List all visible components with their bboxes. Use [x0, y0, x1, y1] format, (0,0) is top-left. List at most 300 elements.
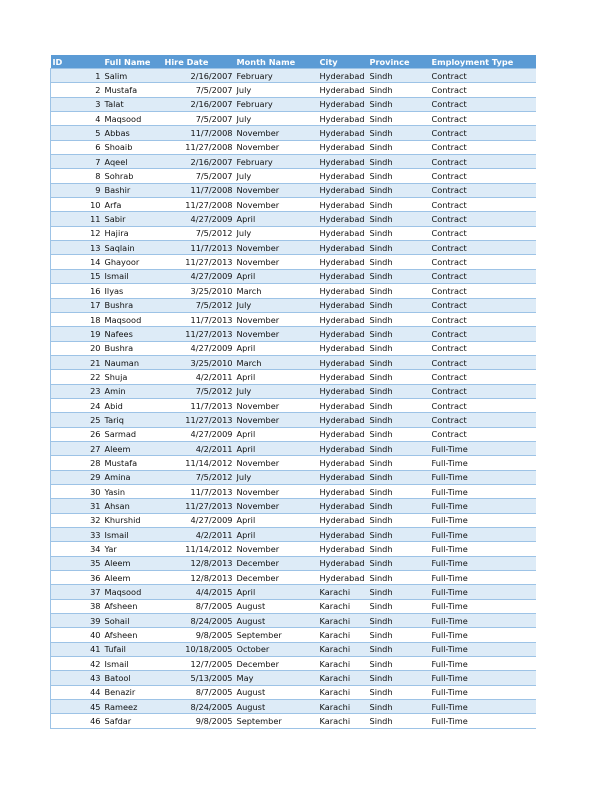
- cell-full-name: Sarmad: [103, 427, 163, 441]
- cell-province: Sindh: [368, 413, 430, 427]
- cell-full-name: Aleem: [103, 441, 163, 455]
- table-row: [51, 398, 536, 412]
- cell-hire-date: 7/5/2007: [163, 169, 235, 183]
- header-province: Province: [368, 55, 430, 69]
- cell-id: 10: [51, 198, 103, 212]
- cell-id: 42: [51, 657, 103, 671]
- cell-hire-date: 8/24/2005: [163, 614, 235, 628]
- cell-employment-type: Contract: [430, 212, 536, 226]
- cell-hire-date: 11/27/2008: [163, 140, 235, 154]
- cell-id: 18: [51, 312, 103, 326]
- cell-full-name: Saqlain: [103, 241, 163, 255]
- cell-city: Hyderabad: [318, 384, 368, 398]
- cell-city: Hyderabad: [318, 269, 368, 283]
- cell-province: Sindh: [368, 126, 430, 140]
- cell-month-name: April: [235, 269, 318, 283]
- cell-id: 28: [51, 456, 103, 470]
- cell-month-name: July: [235, 226, 318, 240]
- cell-hire-date: 7/5/2012: [163, 470, 235, 484]
- cell-employment-type: Contract: [430, 269, 536, 283]
- cell-hire-date: 4/27/2009: [163, 341, 235, 355]
- cell-city: Karachi: [318, 657, 368, 671]
- cell-full-name: Rameez: [103, 700, 163, 714]
- cell-province: Sindh: [368, 370, 430, 384]
- cell-employment-type: Contract: [430, 413, 536, 427]
- cell-employment-type: Contract: [430, 398, 536, 412]
- cell-province: Sindh: [368, 69, 430, 83]
- cell-month-name: July: [235, 384, 318, 398]
- cell-full-name: Abid: [103, 398, 163, 412]
- cell-hire-date: 7/5/2012: [163, 298, 235, 312]
- table-row: [51, 427, 536, 441]
- cell-id: 30: [51, 484, 103, 498]
- table-row: [51, 370, 536, 384]
- cell-employment-type: Contract: [430, 341, 536, 355]
- cell-city: Karachi: [318, 585, 368, 599]
- cell-id: 41: [51, 642, 103, 656]
- table-row: [51, 441, 536, 455]
- cell-city: Hyderabad: [318, 398, 368, 412]
- cell-hire-date: 11/7/2013: [163, 312, 235, 326]
- cell-full-name: Bashir: [103, 183, 163, 197]
- cell-city: Hyderabad: [318, 226, 368, 240]
- cell-employment-type: Contract: [430, 384, 536, 398]
- table-row: [51, 513, 536, 527]
- cell-month-name: February: [235, 155, 318, 169]
- cell-month-name: July: [235, 298, 318, 312]
- cell-full-name: Aqeel: [103, 155, 163, 169]
- cell-hire-date: 4/27/2009: [163, 427, 235, 441]
- cell-full-name: Salim: [103, 69, 163, 83]
- table-row: [51, 657, 536, 671]
- cell-id: 39: [51, 614, 103, 628]
- table-body: [51, 69, 536, 729]
- cell-province: Sindh: [368, 714, 430, 728]
- cell-province: Sindh: [368, 384, 430, 398]
- cell-hire-date: 5/13/2005: [163, 671, 235, 685]
- cell-full-name: Tariq: [103, 413, 163, 427]
- cell-month-name: November: [235, 312, 318, 326]
- cell-province: Sindh: [368, 499, 430, 513]
- cell-month-name: November: [235, 484, 318, 498]
- cell-full-name: Bushra: [103, 298, 163, 312]
- table-row: [51, 241, 536, 255]
- header-full-name: Full Name: [103, 55, 163, 69]
- cell-hire-date: 3/25/2010: [163, 284, 235, 298]
- cell-employment-type: Contract: [430, 226, 536, 240]
- cell-month-name: October: [235, 642, 318, 656]
- table-row: [51, 528, 536, 542]
- cell-employment-type: Full-Time: [430, 499, 536, 513]
- cell-full-name: Aleem: [103, 556, 163, 570]
- cell-province: Sindh: [368, 556, 430, 570]
- cell-id: 31: [51, 499, 103, 513]
- cell-province: Sindh: [368, 642, 430, 656]
- cell-province: Sindh: [368, 155, 430, 169]
- cell-full-name: Yar: [103, 542, 163, 556]
- cell-hire-date: 11/14/2012: [163, 542, 235, 556]
- cell-employment-type: Contract: [430, 169, 536, 183]
- cell-city: Hyderabad: [318, 112, 368, 126]
- cell-full-name: Ahsan: [103, 499, 163, 513]
- cell-id: 38: [51, 599, 103, 613]
- cell-employment-type: Contract: [430, 355, 536, 369]
- cell-province: Sindh: [368, 427, 430, 441]
- cell-hire-date: 7/5/2007: [163, 83, 235, 97]
- cell-province: Sindh: [368, 212, 430, 226]
- cell-month-name: February: [235, 69, 318, 83]
- cell-employment-type: Full-Time: [430, 642, 536, 656]
- table-row: [51, 413, 536, 427]
- cell-month-name: August: [235, 614, 318, 628]
- cell-city: Hyderabad: [318, 370, 368, 384]
- cell-full-name: Ismail: [103, 269, 163, 283]
- table-row: [51, 327, 536, 341]
- cell-city: Hyderabad: [318, 542, 368, 556]
- cell-full-name: Sohail: [103, 614, 163, 628]
- cell-employment-type: Contract: [430, 312, 536, 326]
- cell-month-name: July: [235, 83, 318, 97]
- table-row: [51, 599, 536, 613]
- cell-city: Hyderabad: [318, 427, 368, 441]
- cell-employment-type: Contract: [430, 198, 536, 212]
- cell-id: 23: [51, 384, 103, 398]
- cell-city: Hyderabad: [318, 456, 368, 470]
- cell-id: 4: [51, 112, 103, 126]
- cell-month-name: November: [235, 140, 318, 154]
- table-row: [51, 183, 536, 197]
- cell-id: 22: [51, 370, 103, 384]
- table-row: [51, 484, 536, 498]
- cell-month-name: February: [235, 97, 318, 111]
- cell-month-name: November: [235, 456, 318, 470]
- cell-full-name: Arfa: [103, 198, 163, 212]
- cell-month-name: April: [235, 585, 318, 599]
- cell-province: Sindh: [368, 441, 430, 455]
- cell-employment-type: Contract: [430, 155, 536, 169]
- cell-city: Karachi: [318, 685, 368, 699]
- cell-province: Sindh: [368, 312, 430, 326]
- cell-city: Hyderabad: [318, 513, 368, 527]
- cell-hire-date: 11/7/2013: [163, 398, 235, 412]
- cell-province: Sindh: [368, 269, 430, 283]
- cell-month-name: August: [235, 700, 318, 714]
- cell-full-name: Talat: [103, 97, 163, 111]
- cell-hire-date: 7/5/2007: [163, 112, 235, 126]
- cell-hire-date: 4/27/2009: [163, 513, 235, 527]
- cell-province: Sindh: [368, 628, 430, 642]
- cell-full-name: Maqsood: [103, 312, 163, 326]
- cell-province: Sindh: [368, 700, 430, 714]
- cell-month-name: November: [235, 398, 318, 412]
- header-employment-type: Employment Type: [430, 55, 536, 69]
- cell-province: Sindh: [368, 341, 430, 355]
- cell-id: 7: [51, 155, 103, 169]
- cell-city: Hyderabad: [318, 298, 368, 312]
- table-row: [51, 298, 536, 312]
- cell-employment-type: Contract: [430, 97, 536, 111]
- cell-full-name: Nafees: [103, 327, 163, 341]
- table-row: [51, 169, 536, 183]
- cell-id: 15: [51, 269, 103, 283]
- cell-employment-type: Full-Time: [430, 470, 536, 484]
- cell-hire-date: 8/7/2005: [163, 685, 235, 699]
- table-row: [51, 585, 536, 599]
- cell-full-name: Shoaib: [103, 140, 163, 154]
- table-row: [51, 155, 536, 169]
- cell-id: 44: [51, 685, 103, 699]
- table-row: [51, 700, 536, 714]
- table-row: [51, 384, 536, 398]
- cell-full-name: Sabir: [103, 212, 163, 226]
- table-row: [51, 556, 536, 570]
- cell-city: Hyderabad: [318, 341, 368, 355]
- cell-employment-type: Full-Time: [430, 628, 536, 642]
- cell-full-name: Ghayoor: [103, 255, 163, 269]
- cell-employment-type: Full-Time: [430, 484, 536, 498]
- cell-month-name: September: [235, 714, 318, 728]
- cell-city: Hyderabad: [318, 241, 368, 255]
- cell-city: Hyderabad: [318, 413, 368, 427]
- cell-hire-date: 7/5/2012: [163, 384, 235, 398]
- cell-month-name: March: [235, 355, 318, 369]
- cell-employment-type: Full-Time: [430, 585, 536, 599]
- cell-month-name: July: [235, 470, 318, 484]
- header-hire-date: Hire Date: [163, 55, 235, 69]
- cell-city: Hyderabad: [318, 571, 368, 585]
- cell-id: 8: [51, 169, 103, 183]
- cell-city: Hyderabad: [318, 140, 368, 154]
- cell-city: Hyderabad: [318, 155, 368, 169]
- cell-hire-date: 11/27/2013: [163, 255, 235, 269]
- header-month-name: Month Name: [235, 55, 318, 69]
- table-row: [51, 83, 536, 97]
- cell-id: 29: [51, 470, 103, 484]
- cell-city: Karachi: [318, 614, 368, 628]
- cell-province: Sindh: [368, 183, 430, 197]
- cell-month-name: November: [235, 241, 318, 255]
- cell-month-name: November: [235, 413, 318, 427]
- cell-month-name: December: [235, 657, 318, 671]
- cell-id: 27: [51, 441, 103, 455]
- cell-month-name: July: [235, 169, 318, 183]
- cell-hire-date: 9/8/2005: [163, 714, 235, 728]
- cell-hire-date: 2/16/2007: [163, 69, 235, 83]
- cell-city: Hyderabad: [318, 441, 368, 455]
- cell-hire-date: 11/7/2008: [163, 126, 235, 140]
- cell-hire-date: 7/5/2012: [163, 226, 235, 240]
- cell-hire-date: 11/7/2013: [163, 484, 235, 498]
- cell-id: 19: [51, 327, 103, 341]
- cell-city: Hyderabad: [318, 126, 368, 140]
- cell-month-name: May: [235, 671, 318, 685]
- cell-city: Hyderabad: [318, 69, 368, 83]
- cell-city: Karachi: [318, 671, 368, 685]
- cell-employment-type: Full-Time: [430, 657, 536, 671]
- cell-hire-date: 8/7/2005: [163, 599, 235, 613]
- cell-hire-date: 12/8/2013: [163, 571, 235, 585]
- cell-province: Sindh: [368, 83, 430, 97]
- cell-employment-type: Full-Time: [430, 671, 536, 685]
- cell-employment-type: Contract: [430, 427, 536, 441]
- cell-province: Sindh: [368, 226, 430, 240]
- cell-id: 17: [51, 298, 103, 312]
- table-row: [51, 212, 536, 226]
- table-row: [51, 269, 536, 283]
- cell-id: 24: [51, 398, 103, 412]
- cell-hire-date: 2/16/2007: [163, 155, 235, 169]
- cell-employment-type: Contract: [430, 83, 536, 97]
- cell-hire-date: 11/27/2013: [163, 327, 235, 341]
- cell-employment-type: Full-Time: [430, 700, 536, 714]
- cell-month-name: March: [235, 284, 318, 298]
- cell-id: 5: [51, 126, 103, 140]
- cell-id: 14: [51, 255, 103, 269]
- cell-id: 26: [51, 427, 103, 441]
- cell-full-name: Ismail: [103, 528, 163, 542]
- cell-full-name: Khurshid: [103, 513, 163, 527]
- table-row: [51, 685, 536, 699]
- cell-full-name: Maqsood: [103, 585, 163, 599]
- cell-month-name: April: [235, 528, 318, 542]
- cell-month-name: April: [235, 341, 318, 355]
- cell-full-name: Amina: [103, 470, 163, 484]
- cell-full-name: Mustafa: [103, 456, 163, 470]
- cell-id: 45: [51, 700, 103, 714]
- cell-employment-type: Full-Time: [430, 714, 536, 728]
- cell-hire-date: 11/14/2012: [163, 456, 235, 470]
- cell-month-name: September: [235, 628, 318, 642]
- cell-full-name: Benazir: [103, 685, 163, 699]
- cell-full-name: Shuja: [103, 370, 163, 384]
- cell-id: 3: [51, 97, 103, 111]
- cell-employment-type: Full-Time: [430, 441, 536, 455]
- cell-city: Hyderabad: [318, 355, 368, 369]
- table-row: [51, 614, 536, 628]
- cell-full-name: Bushra: [103, 341, 163, 355]
- cell-employment-type: Contract: [430, 298, 536, 312]
- cell-province: Sindh: [368, 255, 430, 269]
- cell-city: Hyderabad: [318, 255, 368, 269]
- cell-city: Hyderabad: [318, 312, 368, 326]
- cell-month-name: November: [235, 255, 318, 269]
- cell-province: Sindh: [368, 241, 430, 255]
- cell-province: Sindh: [368, 484, 430, 498]
- cell-month-name: December: [235, 556, 318, 570]
- cell-id: 11: [51, 212, 103, 226]
- cell-province: Sindh: [368, 298, 430, 312]
- table-row: [51, 571, 536, 585]
- cell-city: Hyderabad: [318, 83, 368, 97]
- cell-id: 46: [51, 714, 103, 728]
- cell-employment-type: Full-Time: [430, 685, 536, 699]
- table-row: [51, 456, 536, 470]
- cell-id: 6: [51, 140, 103, 154]
- table-row: [51, 542, 536, 556]
- cell-employment-type: Full-Time: [430, 456, 536, 470]
- cell-province: Sindh: [368, 671, 430, 685]
- cell-hire-date: 3/25/2010: [163, 355, 235, 369]
- cell-full-name: Afsheen: [103, 599, 163, 613]
- table-row: [51, 69, 536, 83]
- cell-province: Sindh: [368, 355, 430, 369]
- cell-id: 34: [51, 542, 103, 556]
- cell-id: 37: [51, 585, 103, 599]
- table-row: [51, 312, 536, 326]
- cell-city: Hyderabad: [318, 198, 368, 212]
- cell-month-name: July: [235, 112, 318, 126]
- cell-month-name: April: [235, 370, 318, 384]
- cell-province: Sindh: [368, 657, 430, 671]
- cell-city: Karachi: [318, 642, 368, 656]
- table-row: [51, 714, 536, 728]
- cell-hire-date: 9/8/2005: [163, 628, 235, 642]
- cell-hire-date: 4/4/2015: [163, 585, 235, 599]
- cell-month-name: April: [235, 513, 318, 527]
- table-row: [51, 499, 536, 513]
- cell-month-name: November: [235, 327, 318, 341]
- cell-city: Karachi: [318, 700, 368, 714]
- cell-province: Sindh: [368, 97, 430, 111]
- table-row: [51, 112, 536, 126]
- cell-province: Sindh: [368, 513, 430, 527]
- table-row: [51, 470, 536, 484]
- cell-city: Hyderabad: [318, 499, 368, 513]
- cell-month-name: November: [235, 183, 318, 197]
- cell-id: 9: [51, 183, 103, 197]
- cell-province: Sindh: [368, 198, 430, 212]
- cell-province: Sindh: [368, 528, 430, 542]
- cell-hire-date: 4/2/2011: [163, 441, 235, 455]
- cell-hire-date: 11/7/2008: [163, 183, 235, 197]
- cell-hire-date: 11/27/2008: [163, 198, 235, 212]
- table-row: [51, 628, 536, 642]
- cell-full-name: Tufail: [103, 642, 163, 656]
- cell-full-name: Nauman: [103, 355, 163, 369]
- cell-province: Sindh: [368, 585, 430, 599]
- cell-month-name: August: [235, 599, 318, 613]
- cell-full-name: Yasin: [103, 484, 163, 498]
- cell-province: Sindh: [368, 140, 430, 154]
- cell-month-name: December: [235, 571, 318, 585]
- cell-hire-date: 10/18/2005: [163, 642, 235, 656]
- cell-id: 20: [51, 341, 103, 355]
- cell-province: Sindh: [368, 398, 430, 412]
- cell-hire-date: 11/27/2013: [163, 499, 235, 513]
- cell-id: 1: [51, 69, 103, 83]
- cell-month-name: November: [235, 499, 318, 513]
- cell-employment-type: Full-Time: [430, 542, 536, 556]
- cell-employment-type: Contract: [430, 241, 536, 255]
- cell-full-name: Ismail: [103, 657, 163, 671]
- cell-employment-type: Contract: [430, 183, 536, 197]
- cell-province: Sindh: [368, 327, 430, 341]
- cell-province: Sindh: [368, 169, 430, 183]
- cell-id: 12: [51, 226, 103, 240]
- cell-employment-type: Contract: [430, 126, 536, 140]
- table-row: [51, 226, 536, 240]
- cell-employment-type: Full-Time: [430, 556, 536, 570]
- table-row: [51, 97, 536, 111]
- cell-employment-type: Full-Time: [430, 599, 536, 613]
- cell-id: 21: [51, 355, 103, 369]
- cell-full-name: Ilyas: [103, 284, 163, 298]
- cell-employment-type: Full-Time: [430, 513, 536, 527]
- table-row: [51, 255, 536, 269]
- cell-city: Karachi: [318, 599, 368, 613]
- cell-hire-date: 11/27/2013: [163, 413, 235, 427]
- cell-city: Karachi: [318, 628, 368, 642]
